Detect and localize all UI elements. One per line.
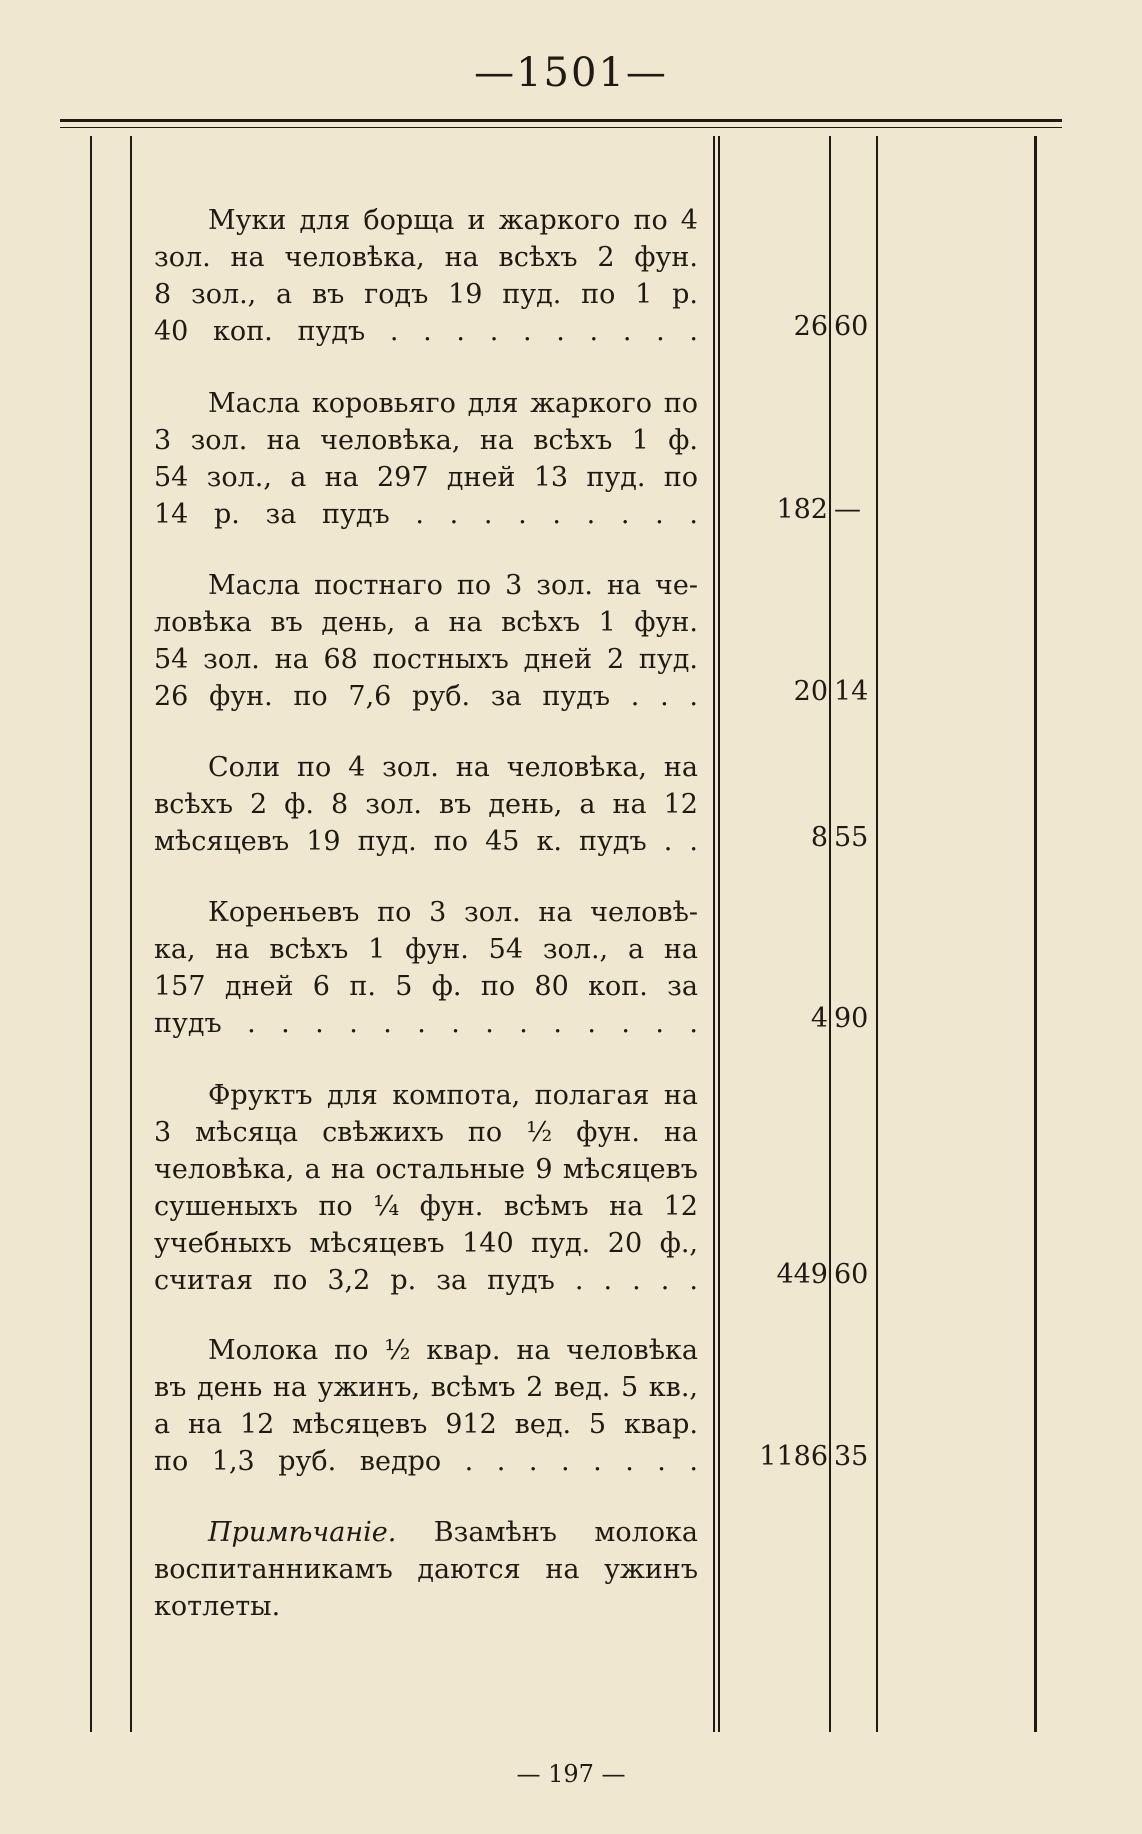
note bbox=[154, 1514, 698, 1625]
entry-line: Масла постнаго по 3 зол. на че- bbox=[208, 570, 698, 601]
entry-line: 3 зол. на человѣка, на всѣхъ 1 ф. bbox=[154, 425, 698, 456]
entry-line: 40 коп. пудъ . . . . . . . . . . bbox=[154, 316, 698, 347]
entry-line: 54 зол., а на 297 дней 13 пуд. по bbox=[154, 462, 698, 493]
entry-line: 157 дней 6 п. 5 ф. по 80 коп. за bbox=[154, 971, 698, 1002]
page-number-bottom: — 197 — bbox=[516, 1760, 626, 1788]
amount-kopecks: 90 bbox=[834, 1003, 869, 1034]
amount-kopecks: 60 bbox=[834, 1259, 869, 1290]
entry-line: сушеныхъ по ¼ фун. всѣмъ на 12 bbox=[154, 1191, 698, 1222]
entry-line: 54 зол. на 68 постныхъ дней 2 пуд. bbox=[154, 644, 698, 675]
note-first-line bbox=[154, 1514, 698, 1551]
note-line: котлеты. bbox=[154, 1591, 281, 1622]
amount-rubles: 1186 bbox=[759, 1441, 828, 1472]
entry-line: 8 зол., а въ годъ 19 пуд. по 1 р. bbox=[154, 279, 698, 310]
entry-line: 26 фун. по 7,6 руб. за пудъ . . . bbox=[154, 681, 698, 712]
entry-line: пудъ . . . . . . . . . . . . . . bbox=[154, 1008, 698, 1039]
note-line: воспитанникамъ даются на ужинъ bbox=[154, 1554, 698, 1585]
amount-rubles: 26 bbox=[793, 311, 828, 342]
table-line-text-right bbox=[713, 136, 715, 1732]
header-rule-thick bbox=[60, 119, 1062, 122]
table-line-right-outer bbox=[1034, 136, 1037, 1732]
entry-line: зол. на человѣка, на всѣхъ 2 фун. bbox=[154, 242, 698, 273]
amount-kopecks: 55 bbox=[834, 822, 869, 853]
entry-line: Муки для борща и жаркого по 4 bbox=[208, 205, 698, 236]
entry-line: ка, на всѣхъ 1 фун. 54 зол., а на bbox=[154, 934, 698, 965]
entry-line: мѣсяцевъ 19 пуд. по 45 к. пудъ . . bbox=[154, 826, 698, 857]
entry-line: учебныхъ мѣсяцевъ 140 пуд. 20 ф., bbox=[154, 1228, 698, 1259]
table-line-left-outer bbox=[90, 136, 92, 1732]
header-rule-thin bbox=[60, 127, 1062, 128]
entry-roots bbox=[154, 894, 698, 1042]
table-line-left-inner bbox=[130, 136, 132, 1732]
entry-flour bbox=[154, 202, 698, 350]
amount-rubles: 4 bbox=[810, 1003, 828, 1034]
table-line-kop-right bbox=[876, 136, 878, 1732]
amount-kopecks: — bbox=[834, 494, 861, 525]
entry-milk bbox=[154, 1332, 698, 1480]
amount-kopecks: 35 bbox=[834, 1441, 869, 1472]
entry-line: человѣка, а на остальные 9 мѣсяцевъ bbox=[154, 1154, 698, 1185]
entry-line: считая по 3,2 р. за пудъ . . . . . bbox=[154, 1265, 698, 1296]
entry-line: Кореньевъ по 3 зол. на человѣ- bbox=[208, 897, 698, 928]
entry-line: въ день на ужинъ, всѣмъ 2 вед. 5 кв., bbox=[154, 1372, 698, 1403]
amount-rubles: 182 bbox=[776, 494, 828, 525]
entry-butter bbox=[154, 385, 698, 533]
note-title: Примѣчаніе. bbox=[208, 1517, 397, 1548]
entry-fruit bbox=[154, 1077, 698, 1299]
page-number-top: —1501— bbox=[474, 50, 668, 96]
entry-line: 14 р. за пудъ . . . . . . . . . bbox=[154, 499, 698, 530]
entry-line: Молока по ½ квар. на человѣка bbox=[208, 1335, 698, 1366]
entry-line: по 1,3 руб. ведро . . . . . . . . bbox=[154, 1446, 698, 1477]
entry-line: Соли по 4 зол. на человѣка, на bbox=[208, 752, 698, 783]
amount-rubles: 20 bbox=[793, 676, 828, 707]
amount-kopecks: 14 bbox=[834, 676, 869, 707]
entry-line: а на 12 мѣсяцевъ 912 вед. 5 квар. bbox=[154, 1409, 698, 1440]
entry-salt bbox=[154, 749, 698, 860]
note-first-line-text: Взамѣнъ молока bbox=[433, 1517, 698, 1548]
amount-kopecks: 60 bbox=[834, 311, 869, 342]
amount-rubles: 8 bbox=[810, 822, 828, 853]
table-line-rub-kop bbox=[829, 136, 831, 1732]
amount-rubles: 449 bbox=[776, 1259, 828, 1290]
entry-line: Масла коровьяго для жаркого по bbox=[208, 388, 698, 419]
entry-line: всѣхъ 2 ф. 8 зол. въ день, а на 12 bbox=[154, 789, 698, 820]
entry-line: 3 мѣсяца свѣжихъ по ½ фун. на bbox=[154, 1117, 698, 1148]
entry-oil bbox=[154, 567, 698, 715]
entry-line: Фруктъ для компота, полагая на bbox=[208, 1080, 698, 1111]
table-line-text-right-2 bbox=[718, 136, 720, 1732]
entry-line: ловѣка въ день, а на всѣхъ 1 фун. bbox=[154, 607, 698, 638]
